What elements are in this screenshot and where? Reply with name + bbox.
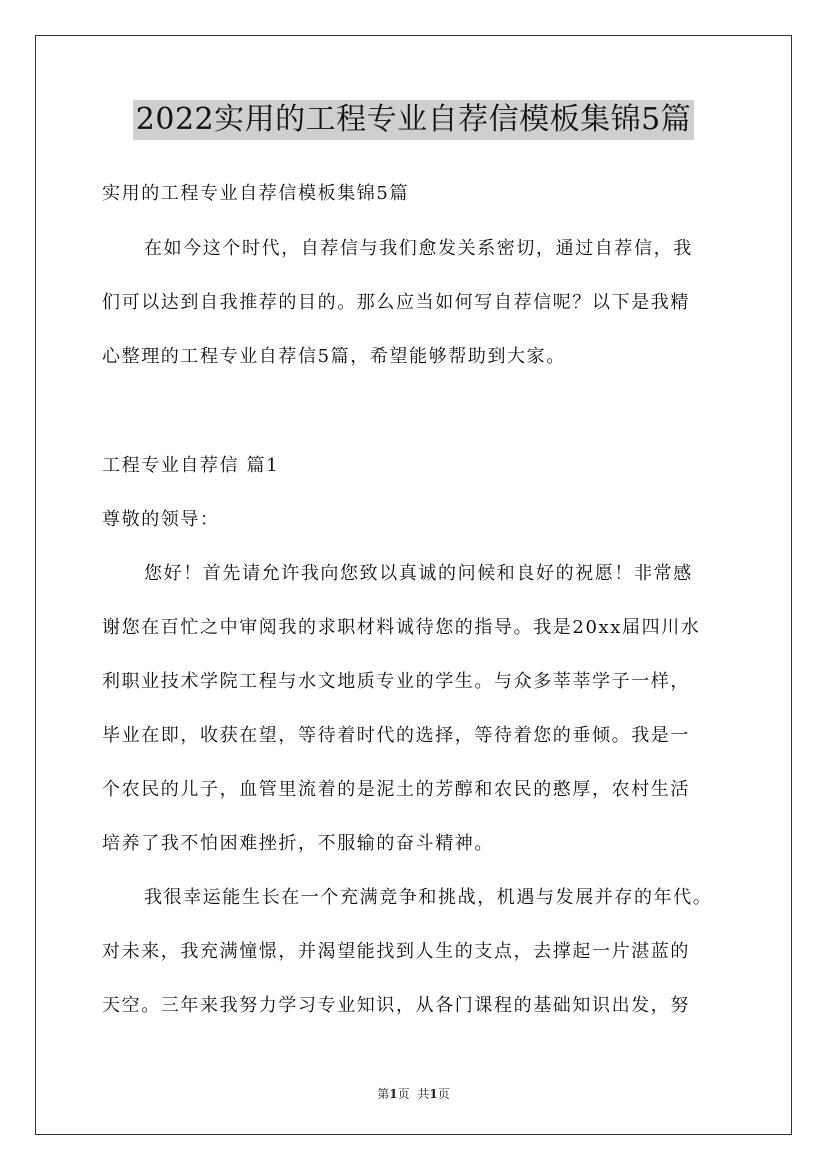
body-line: 利职业技术学院工程与水文地质专业的学生。与众多莘莘学子一样， <box>102 671 690 692</box>
body-line: 培养了我不怕困难挫折，不服输的奋斗精神。 <box>102 833 494 854</box>
footer-page-number: 1 <box>389 1087 398 1101</box>
body-line: 谢您在百忙之中审阅我的求职材料诚待您的指导。我是20xx届四川水 <box>102 617 701 638</box>
footer-prefix: 第 <box>377 1087 390 1101</box>
intro-line: 在如今这个时代，自荐信与我们愈发关系密切，通过自荐信，我 <box>144 238 693 259</box>
body-line: 对未来，我充满憧憬，并渴望能找到人生的支点，去撑起一片湛蓝的 <box>102 941 690 962</box>
salutation: 尊敬的领导： <box>102 509 220 530</box>
body-line: 毕业在即，收获在望，等待着时代的选择，等待着您的垂倾。我是一 <box>102 725 690 746</box>
body-line: 您好！首先请允许我向您致以真诚的问候和良好的祝愿！非常感 <box>144 563 693 584</box>
footer-total-pages: 1 <box>429 1087 438 1101</box>
intro-line: 心整理的工程专业自荐信5篇，希望能够帮助到大家。 <box>102 346 566 367</box>
footer-total-prefix: 共 <box>417 1087 430 1101</box>
body-line: 我很幸运能生长在一个充满竞争和挑战，机遇与发展并存的年代。 <box>144 887 713 908</box>
page-footer <box>0 1085 827 1102</box>
footer-page-suffix: 页 <box>397 1087 410 1101</box>
body-line: 天空。三年来我努力学习专业知识，从各门课程的基础知识出发，努 <box>102 995 690 1016</box>
body-line: 个农民的儿子，血管里流着的是泥土的芳醇和农民的憨厚，农村生活 <box>102 779 690 800</box>
title-container <box>0 100 827 140</box>
intro-line: 们可以达到自我推荐的目的。那么应当如何写自荐信呢？以下是我精 <box>102 292 690 313</box>
document-subtitle: 实用的工程专业自荐信模板集锦5篇 <box>102 183 410 204</box>
document-title: 2022实用的工程专业自荐信模板集锦5篇 <box>133 100 694 140</box>
footer-total-suffix: 页 <box>437 1087 450 1101</box>
section-heading: 工程专业自荐信 篇1 <box>102 455 280 476</box>
